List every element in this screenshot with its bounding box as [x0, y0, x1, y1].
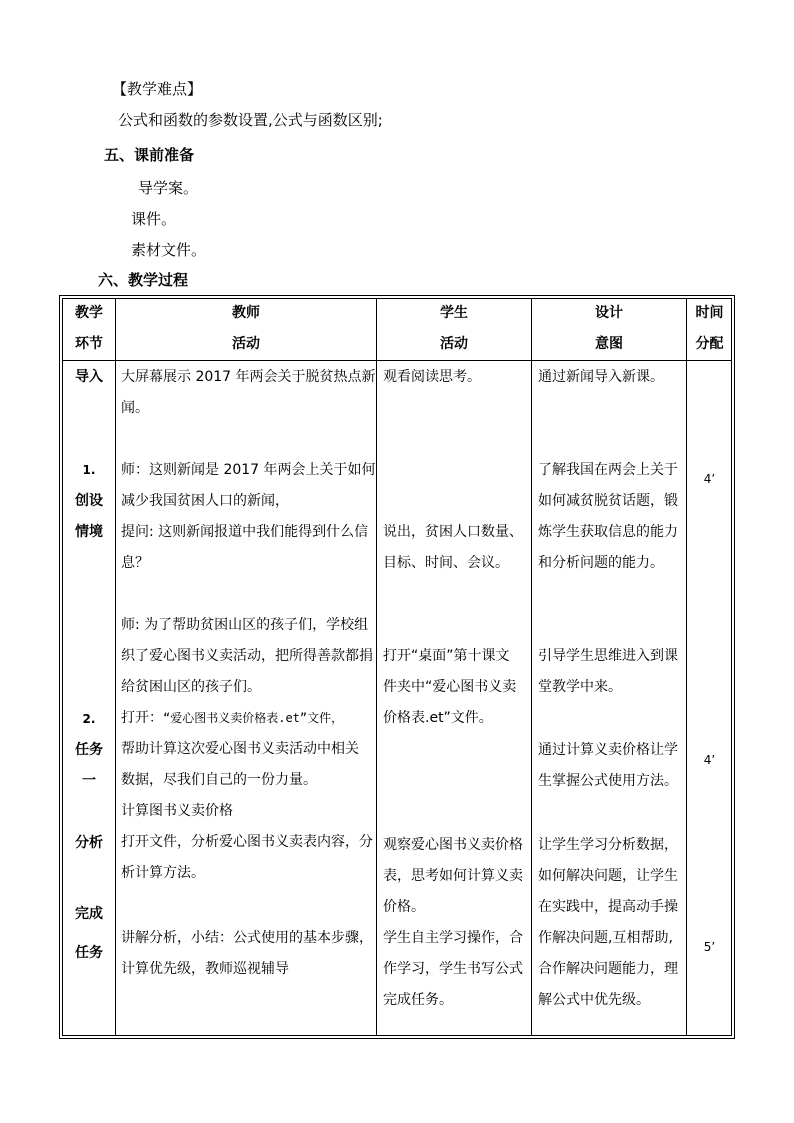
- header-time: [687, 298, 732, 360]
- design-line: 通过计算义卖价格让学: [538, 742, 678, 758]
- column-divider: [115, 298, 116, 1036]
- teacher-line: [121, 703, 343, 734]
- header-student: [377, 298, 531, 360]
- student-line: 目标、时间、会议。: [383, 555, 509, 571]
- header-teacher: [116, 298, 376, 360]
- student-line: 观察爱心图书义卖价格: [383, 837, 523, 853]
- column-divider: [531, 298, 532, 1036]
- teacher-line: 织了爱心图书义卖活动，把所得善款都捐: [121, 648, 373, 664]
- teacher-line: 打开文件，分析爱心图书义卖表内容，分: [121, 834, 373, 850]
- header-time-line: 分配: [695, 336, 724, 352]
- teacher-line: 析计算方法。: [121, 865, 205, 881]
- student-line: 打开“桌面”第十课文: [383, 648, 510, 664]
- teacher-line: 闻。: [121, 400, 149, 416]
- student-line: 观看阅读思考。: [383, 369, 481, 385]
- header-design-line: 设计: [595, 305, 623, 321]
- design-line: 作解决问题,互相帮助,: [538, 930, 673, 946]
- teacher-line: 计算优先级，教师巡视辅导: [121, 961, 289, 977]
- design-line: 合作解决问题能力，理: [538, 961, 678, 977]
- teacher-line: 息？: [121, 555, 149, 571]
- teacher-line: 师: 为了帮助贫困山区的孩子们，学校组: [121, 617, 369, 633]
- header-stage: [63, 298, 115, 360]
- design-line: 引导学生思维进入到课: [538, 648, 678, 664]
- design-line: 如何减贫脱贫话题，锻: [538, 493, 678, 509]
- teacher-line: 讲解分析，小结：公式使用的基本步骤，: [121, 930, 373, 946]
- student-line: 价格表.et”文件。: [383, 710, 493, 726]
- design-line: 炼学生获取信息的能力: [538, 524, 678, 540]
- time-value: 4’: [703, 472, 716, 486]
- design-line: 堂教学中来。: [538, 679, 622, 695]
- time-value: 4’: [703, 753, 716, 767]
- header-stage-line: 教学: [75, 305, 103, 321]
- teacher-line: 数据，尽我们自己的一份力量。: [121, 772, 317, 788]
- stage-number-2: 2.: [82, 712, 96, 726]
- design-line: 生掌握公式使用方法。: [538, 773, 678, 789]
- design-line: 在实践中，提高动手操: [538, 899, 678, 915]
- teacher-line: 帮助计算这次爱心图书义卖活动中相关: [121, 741, 359, 757]
- teacher-open-label: 打开：: [121, 710, 163, 726]
- header-design-line: 意图: [595, 336, 623, 352]
- design-line: 如何解决问题，让学生: [538, 868, 678, 884]
- teacher-line: 大屏幕展示 2017 年两会关于脱贫热点新: [121, 369, 376, 385]
- student-line: 完成任务。: [383, 992, 453, 1008]
- stage-number-1: 1.: [82, 463, 96, 477]
- student-line: 说出，贫困人口数量、: [383, 524, 523, 540]
- column-divider: [686, 298, 687, 1036]
- design-line: 通过新闻导入新课。: [538, 369, 664, 385]
- stage-situation: 情境: [75, 524, 103, 540]
- prep-item-materials: 素材文件。: [131, 241, 207, 259]
- student-line: 件夹中“爱心图书义卖: [383, 679, 517, 695]
- design-line: 让学生学习分析数据，: [538, 837, 678, 853]
- time-value: 5’: [703, 940, 716, 954]
- student-line: 表，思考如何计算义卖: [383, 868, 523, 884]
- difficulty-text: 公式和函数的参数设置,公式与函数区别;: [118, 111, 383, 129]
- teacher-line: 计算图书义卖价格: [121, 803, 233, 819]
- prep-item-handout: 导学案。: [138, 179, 199, 197]
- stage-one: 一: [82, 773, 96, 789]
- student-line: 作学习，学生书写公式: [383, 961, 523, 977]
- prep-item-courseware: 课件。: [131, 210, 177, 228]
- teacher-line: 给贫困山区的孩子们。: [121, 679, 261, 695]
- section-5-title: 五、课前准备: [104, 146, 195, 164]
- student-line: 价格。: [383, 899, 425, 915]
- stage-complete: 完成: [75, 906, 103, 922]
- student-line: 学生自主学习操作，合: [383, 930, 523, 946]
- header-student-line: 活动: [440, 336, 468, 352]
- teacher-line: 减少我国贫困人口的新闻，: [121, 493, 289, 509]
- stage-intro: 导入: [75, 369, 103, 385]
- difficulty-heading: 【教学难点】: [112, 80, 203, 98]
- header-design: [532, 298, 686, 360]
- header-time-line: 时间: [695, 305, 724, 321]
- stage-create: 创设: [75, 493, 103, 509]
- header-divider: [62, 360, 732, 361]
- stage-task: 任务: [75, 742, 103, 758]
- column-divider: [376, 298, 377, 1036]
- teacher-open-file: “爱心图书义卖价格表.et”文件，: [163, 711, 344, 725]
- section-6-title: 六、教学过程: [98, 271, 189, 289]
- design-line: 了解我国在两会上关于: [538, 462, 678, 478]
- header-student-line: 学生: [440, 305, 468, 321]
- design-line: 和分析问题的能力。: [538, 555, 664, 571]
- teacher-line: 师：这则新闻是 2017 年两会上关于如何: [121, 462, 376, 478]
- header-teacher-line: 教师: [232, 305, 260, 321]
- design-line: 解公式中优先级。: [538, 992, 650, 1008]
- header-stage-line: 环节: [75, 336, 103, 352]
- header-teacher-line: 活动: [232, 336, 260, 352]
- stage-task-2: 任务: [75, 945, 103, 961]
- stage-analyze: 分析: [75, 835, 103, 851]
- teacher-line: 提问: 这则新闻报道中我们能得到什么信: [121, 524, 369, 540]
